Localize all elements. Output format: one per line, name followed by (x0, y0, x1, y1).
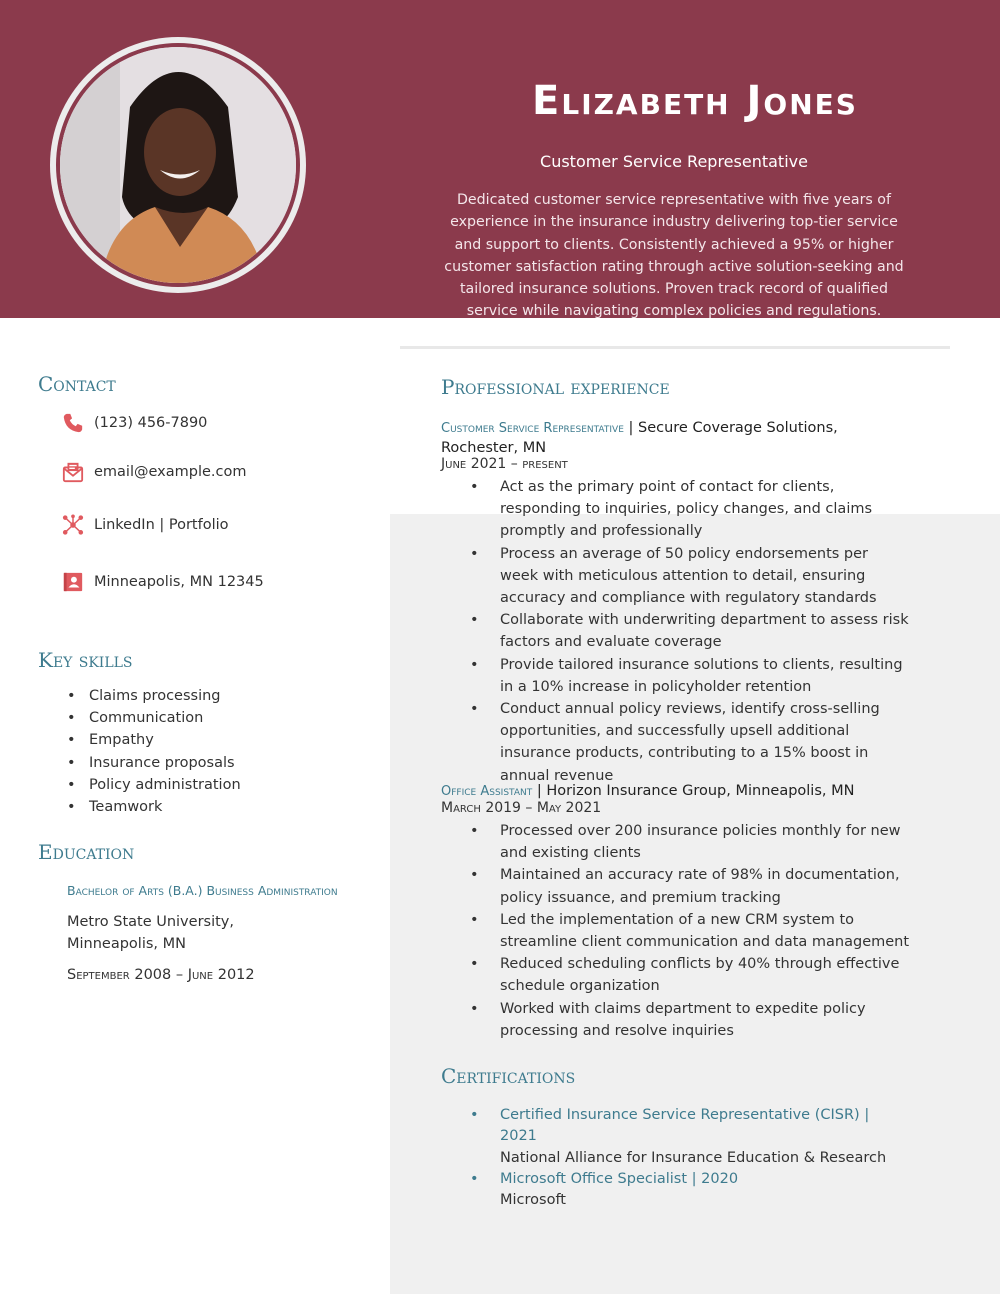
job-title: Customer Service Representative (441, 421, 624, 436)
certification-org: National Alliance for Insurance Education & Research (500, 1149, 887, 1166)
list-item (470, 1105, 910, 1169)
list-item: • Act as the primary point of contact for clients, responding to inquiries, policy changes, and claims promptly and professionally (470, 476, 910, 543)
school-name: Metro State University, Minneapolis, MN (67, 914, 234, 953)
location-text: Minneapolis, MN 12345 (94, 574, 264, 590)
job-title: Office Assistant (441, 784, 533, 799)
header-banner (0, 0, 1000, 318)
job-dates: June 2021 – present (441, 456, 568, 472)
certification-name: • Certified Insurance Service Representative (CISR) | 2021 (500, 1107, 870, 1145)
job-dates: March 2019 – May 2021 (441, 800, 602, 816)
list-item: • Reduced scheduling conflicts by 40% through effective schedule organization (470, 953, 910, 997)
experience-heading: Professional experience (441, 375, 670, 399)
candidate-name: Elizabeth Jones (532, 78, 858, 124)
list-item: • Provide tailored insurance solutions to clients, resulting in a 10% increase in policyholder retention (470, 654, 910, 698)
skills-heading: Key skills (38, 648, 133, 672)
links-text: LinkedIn | Portfolio (94, 517, 229, 533)
certification-name: • Microsoft Office Specialist | 2020 (500, 1170, 739, 1187)
certification-org: Microsoft (500, 1192, 566, 1209)
list-item: • Insurance proposals (67, 755, 241, 777)
list-item (470, 1169, 910, 1212)
phone-number: (123) 456-7890 (94, 415, 208, 431)
network-icon (62, 514, 84, 536)
phone-icon (62, 412, 84, 434)
certifications-list (470, 1105, 910, 1211)
list-item: • Process an average of 50 policy endorsements per week with meticulous attention to detail, ensuring accuracy and compliance with regulatory standards (470, 543, 910, 610)
list-item: • Conduct annual policy reviews, identify cross-selling opportunities, and successfully upsell additional insurance products, contributing to a 15% boost in annual revenue (470, 698, 910, 787)
skills-list (67, 688, 241, 821)
list-item: • Processed over 200 insurance policies monthly for new and existing clients (470, 820, 910, 864)
job-header (441, 419, 901, 457)
certifications-heading: Certifications (441, 1064, 576, 1088)
list-item: • Collaborate with underwriting department to assess risk factors and evaluate coverage (470, 609, 910, 653)
job-company: | Horizon Insurance Group, Minneapolis, MN (532, 783, 855, 799)
section-divider (400, 346, 950, 349)
job-company: | Secure Coverage Solutions, Rochester, MN (441, 420, 838, 456)
candidate-role: Customer Service Representative (540, 152, 808, 171)
profile-photo-frame (50, 37, 306, 293)
email-address: email@example.com (94, 464, 247, 480)
contact-email[interactable] (62, 459, 246, 485)
list-item: • Communication (67, 710, 241, 732)
list-item: • Teamwork (67, 799, 241, 821)
education-heading: Education (38, 840, 135, 864)
list-item: • Maintained an accuracy rate of 98% in documentation, policy issuance, and premium tracking (470, 864, 910, 908)
contact-location (62, 569, 264, 595)
job-bullets (470, 476, 910, 787)
contact-card-icon (62, 571, 84, 593)
list-item: • Led the implementation of a new CRM system to streamline client communication and data management (470, 909, 910, 953)
list-item: • Claims processing (67, 688, 241, 710)
job-header (441, 782, 901, 802)
profile-photo (60, 47, 296, 283)
summary-text: Dedicated customer service representative with five years of experience in the insurance industry delivering top-tier service and support to clients. Consistently achieved a 95% or higher customer satisfaction rating through active solution-seeking and tailored insurance solutions. Proven track record of qualified service while navigating complex policies and regulations. (444, 192, 904, 318)
education-dates: September 2008 – June 2012 (67, 967, 255, 983)
contact-links[interactable] (62, 512, 229, 538)
email-icon (62, 461, 84, 483)
job-bullets (470, 820, 910, 1042)
degree-title: Bachelor of Arts (B.A.) Business Administration (67, 883, 338, 898)
list-item: • Policy administration (67, 777, 241, 799)
contact-heading: Contact (38, 372, 116, 396)
contact-phone[interactable] (62, 410, 207, 436)
list-item: • Empathy (67, 732, 241, 754)
list-item: • Worked with claims department to expedite policy processing and resolve inquiries (470, 998, 910, 1042)
